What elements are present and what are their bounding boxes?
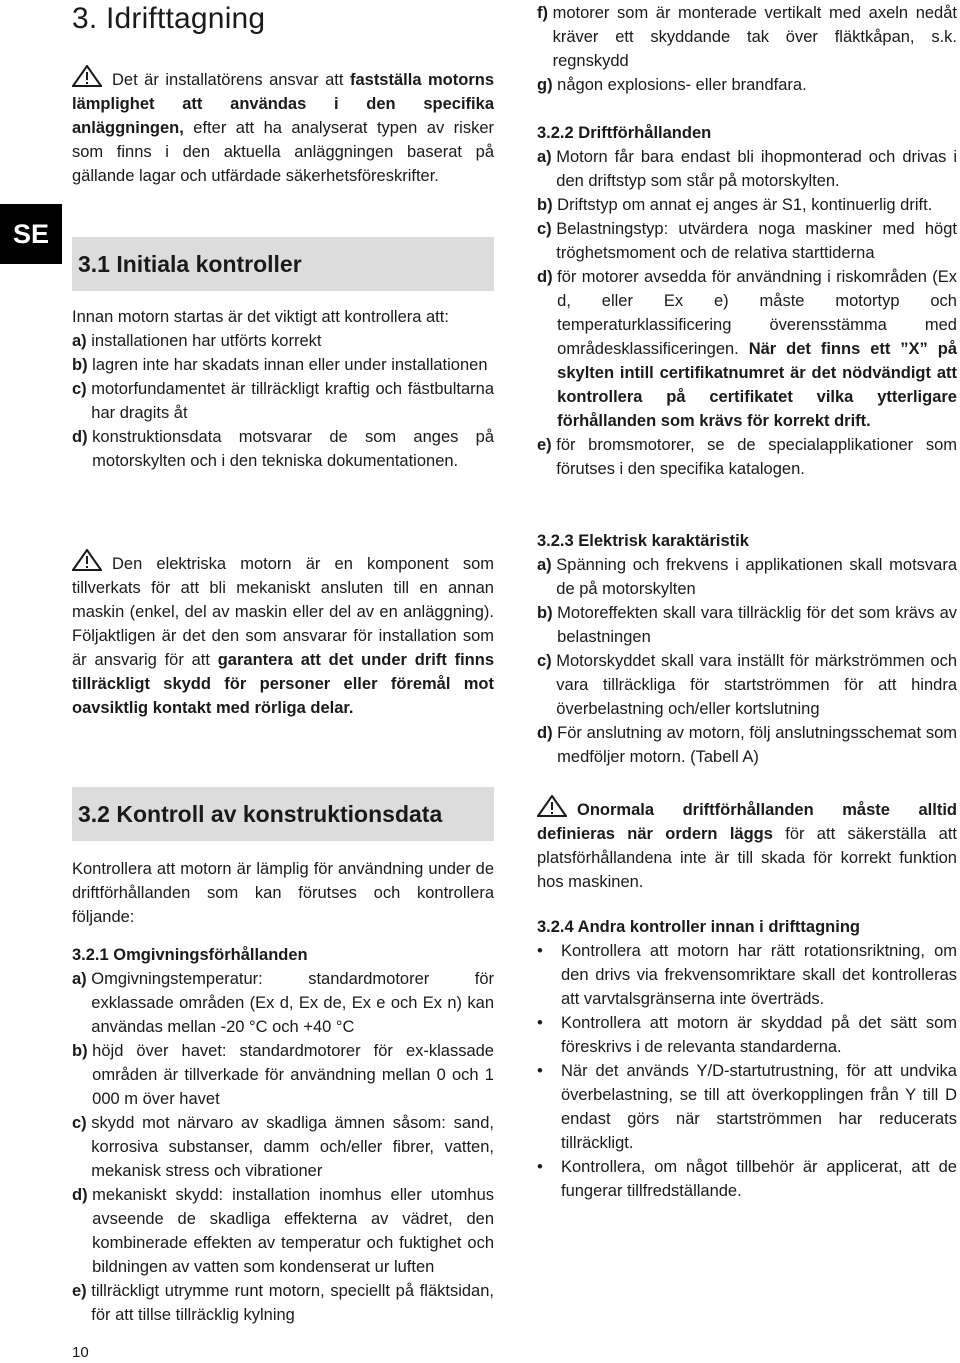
list-item-text: installationen har utförts korrekt	[91, 332, 322, 350]
page-number: 10	[72, 1344, 89, 1361]
list-item-text: Driftstyp om annat ej anges är S1, kontinuerlig drift.	[557, 196, 933, 214]
list-item-text: Omgivningstemperatur: standardmotorer för exklassade områden (Ex d, Ex de, Ex e och Ex n) kan användas mellan -20 °C och +40 °C	[91, 970, 494, 1036]
list-item-label: d)	[537, 724, 558, 742]
section-3-1-warning	[72, 549, 494, 720]
section-3-1-heading	[72, 237, 494, 291]
list-item-text: skydd mot närvaro av skadliga ämnen såsom: sand, korrosiva substanser, damm och/eller fibrer, vatten, mekanisk stress och vibrationer	[91, 1114, 494, 1180]
bullet-marker: •	[537, 1158, 543, 1176]
list-item-label: d)	[72, 1186, 93, 1204]
page-title: 3. Idrifttagning	[72, 2, 266, 35]
list-item-label: a)	[537, 556, 557, 574]
list-item	[72, 1111, 494, 1183]
list-item	[537, 433, 957, 481]
list-item-text: någon explosions- eller brandfara.	[557, 76, 807, 94]
list-item	[72, 1039, 494, 1111]
section-3-2-3	[537, 529, 957, 769]
section-3-2-2-title: 3.2.2 Driftförhållanden	[537, 124, 712, 142]
list-item-label: e)	[72, 1282, 92, 1300]
list-item-label: b)	[537, 604, 558, 622]
section-3-2-intro: Kontrollera att motorn är lämplig för användning under de driftförhållanden som kan förutses och kontrollera följande:	[72, 860, 494, 926]
section-3-2-heading	[72, 787, 494, 841]
list-item-text: Spänning och frekvens i applikationen skall motsvara de på motorskylten	[556, 556, 957, 598]
list-item-label: b)	[72, 356, 93, 374]
list-item-label: b)	[72, 1042, 93, 1060]
intro-warning-pre: Det är installatörens ansvar att	[112, 71, 350, 89]
list-item-text: För anslutning av motorn, följ anslutningsschemat som medföljer motorn. (Tabell A)	[557, 724, 957, 766]
list-item-label: d)	[72, 428, 93, 446]
list-item-text: motorer som är monterade vertikalt med axeln nedåt kräver ett skyddande tak över fläktkåpan, s.k. regnskydd	[552, 4, 957, 70]
bullet-text: När det används Y/D-startutrustning, för att undvika överbelastning, se till att överkopplingen från Y till D endast görs när startströmmen har reducerats tillräckligt.	[561, 1062, 957, 1152]
bullet-text: Kontrollera att motorn har rätt rotationsriktning, om den drivs via frekvensomriktare skall det kontrolleras att varvtalsgränserna inte överträds.	[561, 942, 957, 1008]
list-item	[72, 353, 494, 377]
bullet-marker: •	[537, 1062, 543, 1080]
list-item-label: c)	[72, 380, 92, 398]
list-item-label: e)	[537, 436, 557, 454]
list-item-text: för bromsmotorer, se de specialapplikationer som förutses i den specifika katalogen.	[556, 436, 957, 478]
list-item	[537, 721, 957, 769]
list-item-label: d)	[537, 268, 558, 286]
list-item	[72, 1183, 494, 1279]
list-item	[537, 217, 957, 265]
bullet-marker: •	[537, 1014, 543, 1032]
list-item-label: a)	[72, 332, 92, 350]
warning-icon	[72, 65, 102, 87]
list-item	[537, 265, 957, 433]
section-3-2-2	[537, 121, 957, 481]
list-item	[72, 329, 494, 353]
list-item-text: konstruktionsdata motsvarar de som anges på motorskylten och i den tekniska dokumentationen.	[92, 428, 494, 470]
list-item	[72, 1279, 494, 1327]
warning-icon	[537, 795, 567, 817]
bullet-item	[537, 1155, 957, 1203]
intro-warning-post: efter att ha analyserat typen av risker som finns i den aktuella anläggningen baserat på gällande lagar och utfärdade säkerhetsföreskrifter.	[72, 119, 494, 185]
list-item	[537, 649, 957, 721]
bullet-marker: •	[537, 942, 543, 960]
section-3-2-4-title: 3.2.4 Andra kontroller innan i drifttagning	[537, 918, 860, 936]
bullet-item	[537, 1011, 957, 1059]
list-item-label: g)	[537, 76, 558, 94]
list-item-text: motorfundamentet är tillräckligt kraftig och fästbultarna har dragits åt	[91, 380, 494, 422]
list-item-text	[557, 265, 957, 433]
section-3-2-1	[72, 943, 494, 1327]
list-item-text: Belastningstyp: utvärdera noga maskiner med högt tröghetsmoment och de relativa starttiderna	[556, 220, 957, 262]
warning-bold: garantera att det under drift finns tillräckligt skydd för personer eller föremål mot oavsiktlig kontakt med rörliga delar.	[72, 651, 494, 717]
list-item	[537, 553, 957, 601]
intro-warning-bold: fastställa motorns lämplighet att användas i den specifika anläggningen,	[72, 71, 495, 137]
list-item-label: f)	[537, 4, 553, 22]
section-3-1-intro: Innan motorn startas är det viktigt att kontrollera att:	[72, 308, 449, 326]
list-item-text: Motoreffekten skall vara tillräcklig för det som krävs av belastningen	[557, 604, 957, 646]
section-3-2-1-continued	[537, 1, 957, 97]
list-item	[72, 377, 494, 425]
section-3-2-3-title: 3.2.3 Elektrisk karaktäristik	[537, 532, 749, 550]
warning-icon	[72, 549, 102, 571]
list-item-label: c)	[537, 652, 557, 670]
list-item	[537, 145, 957, 193]
list-item-text: mekaniskt skydd: installation inomhus eller utomhus avseende de skadliga effekterna av vädret, den kombinerade effekten av temperatur och fuktighet och bildningen av vatten som kondenserat ur luften	[92, 1186, 494, 1276]
section-3-2-3-warning	[537, 795, 957, 894]
warning-post: för att säkerställa att platsförhållandena inte är till skada för korrekt funktion hos maskinen.	[537, 825, 957, 891]
list-item-label: c)	[537, 220, 557, 238]
bullet-text: Kontrollera, om något tillbehör är applicerat, att de fungerar tillfredställande.	[561, 1158, 957, 1200]
list-item	[72, 967, 494, 1039]
list-item-text: tillräckligt utrymme runt motorn, speciellt på fläktsidan, för att tillse tillräcklig kylning	[91, 1282, 494, 1324]
warning-bold: Onormala driftförhållanden måste alltid definieras när ordern läggs	[537, 801, 957, 843]
list-item-text-bold: När det finns ett ”X” på skylten intill certifikatnumret är det nödvändigt att kontrollera på certifikatet vilka ytterligare förhållanden som krävs för korrekt drift.	[557, 340, 957, 430]
list-item	[72, 425, 494, 473]
section-3-2-4	[537, 915, 957, 1203]
list-item-text: Motorn får bara endast bli ihopmonterad och drivas i den driftstyp som står på motorskylten.	[556, 148, 957, 190]
intro-warning	[72, 65, 494, 188]
list-item	[537, 193, 957, 217]
list-item-label: b)	[537, 196, 558, 214]
list-item	[537, 73, 957, 97]
section-3-1-title: 3.1 Initiala kontroller	[78, 251, 302, 277]
list-item-text: Motorskyddet skall vara inställt för märkströmmen och vara tillräckliga för startströmmen för att hindra överbelastning och/eller kortslutning	[556, 652, 957, 718]
list-item	[537, 601, 957, 649]
warning-pre: Den elektriska motorn är en komponent som tillverkats för att bli mekaniskt ansluten till en annan maskin (enkel, del av maskin eller del av en anläggning). Följaktligen är det den som ansvarar för installation som är ansvarig för att	[72, 555, 494, 669]
section-3-2-title: 3.2 Kontroll av konstruktionsdata	[78, 801, 443, 827]
bullet-text: Kontrollera att motorn är skyddad på det sätt som föreskrivs i de relevanta standarderna.	[561, 1014, 957, 1056]
bullet-item	[537, 1059, 957, 1155]
list-item-text-plain: för motorer avsedda för användning i riskområden (Ex d, eller Ex e) måste motortyp och temperaturklassificering överensstämma med områdesklassificeringen.	[557, 268, 957, 358]
section-3-1-body	[72, 305, 494, 473]
list-item-label: a)	[72, 970, 92, 988]
list-item	[537, 1, 957, 73]
list-item-label: a)	[537, 148, 557, 166]
language-tab: SE	[0, 204, 62, 264]
list-item-text: lagren inte har skadats innan eller under installationen	[92, 356, 488, 374]
list-item-text: höjd över havet: standardmotorer för ex-klassade områden är tillverkade för användning mellan 0 och 1 000 m över havet	[92, 1042, 494, 1108]
list-item-label: c)	[72, 1114, 92, 1132]
bullet-item	[537, 939, 957, 1011]
section-3-2-1-title: 3.2.1 Omgivningsförhållanden	[72, 946, 308, 964]
